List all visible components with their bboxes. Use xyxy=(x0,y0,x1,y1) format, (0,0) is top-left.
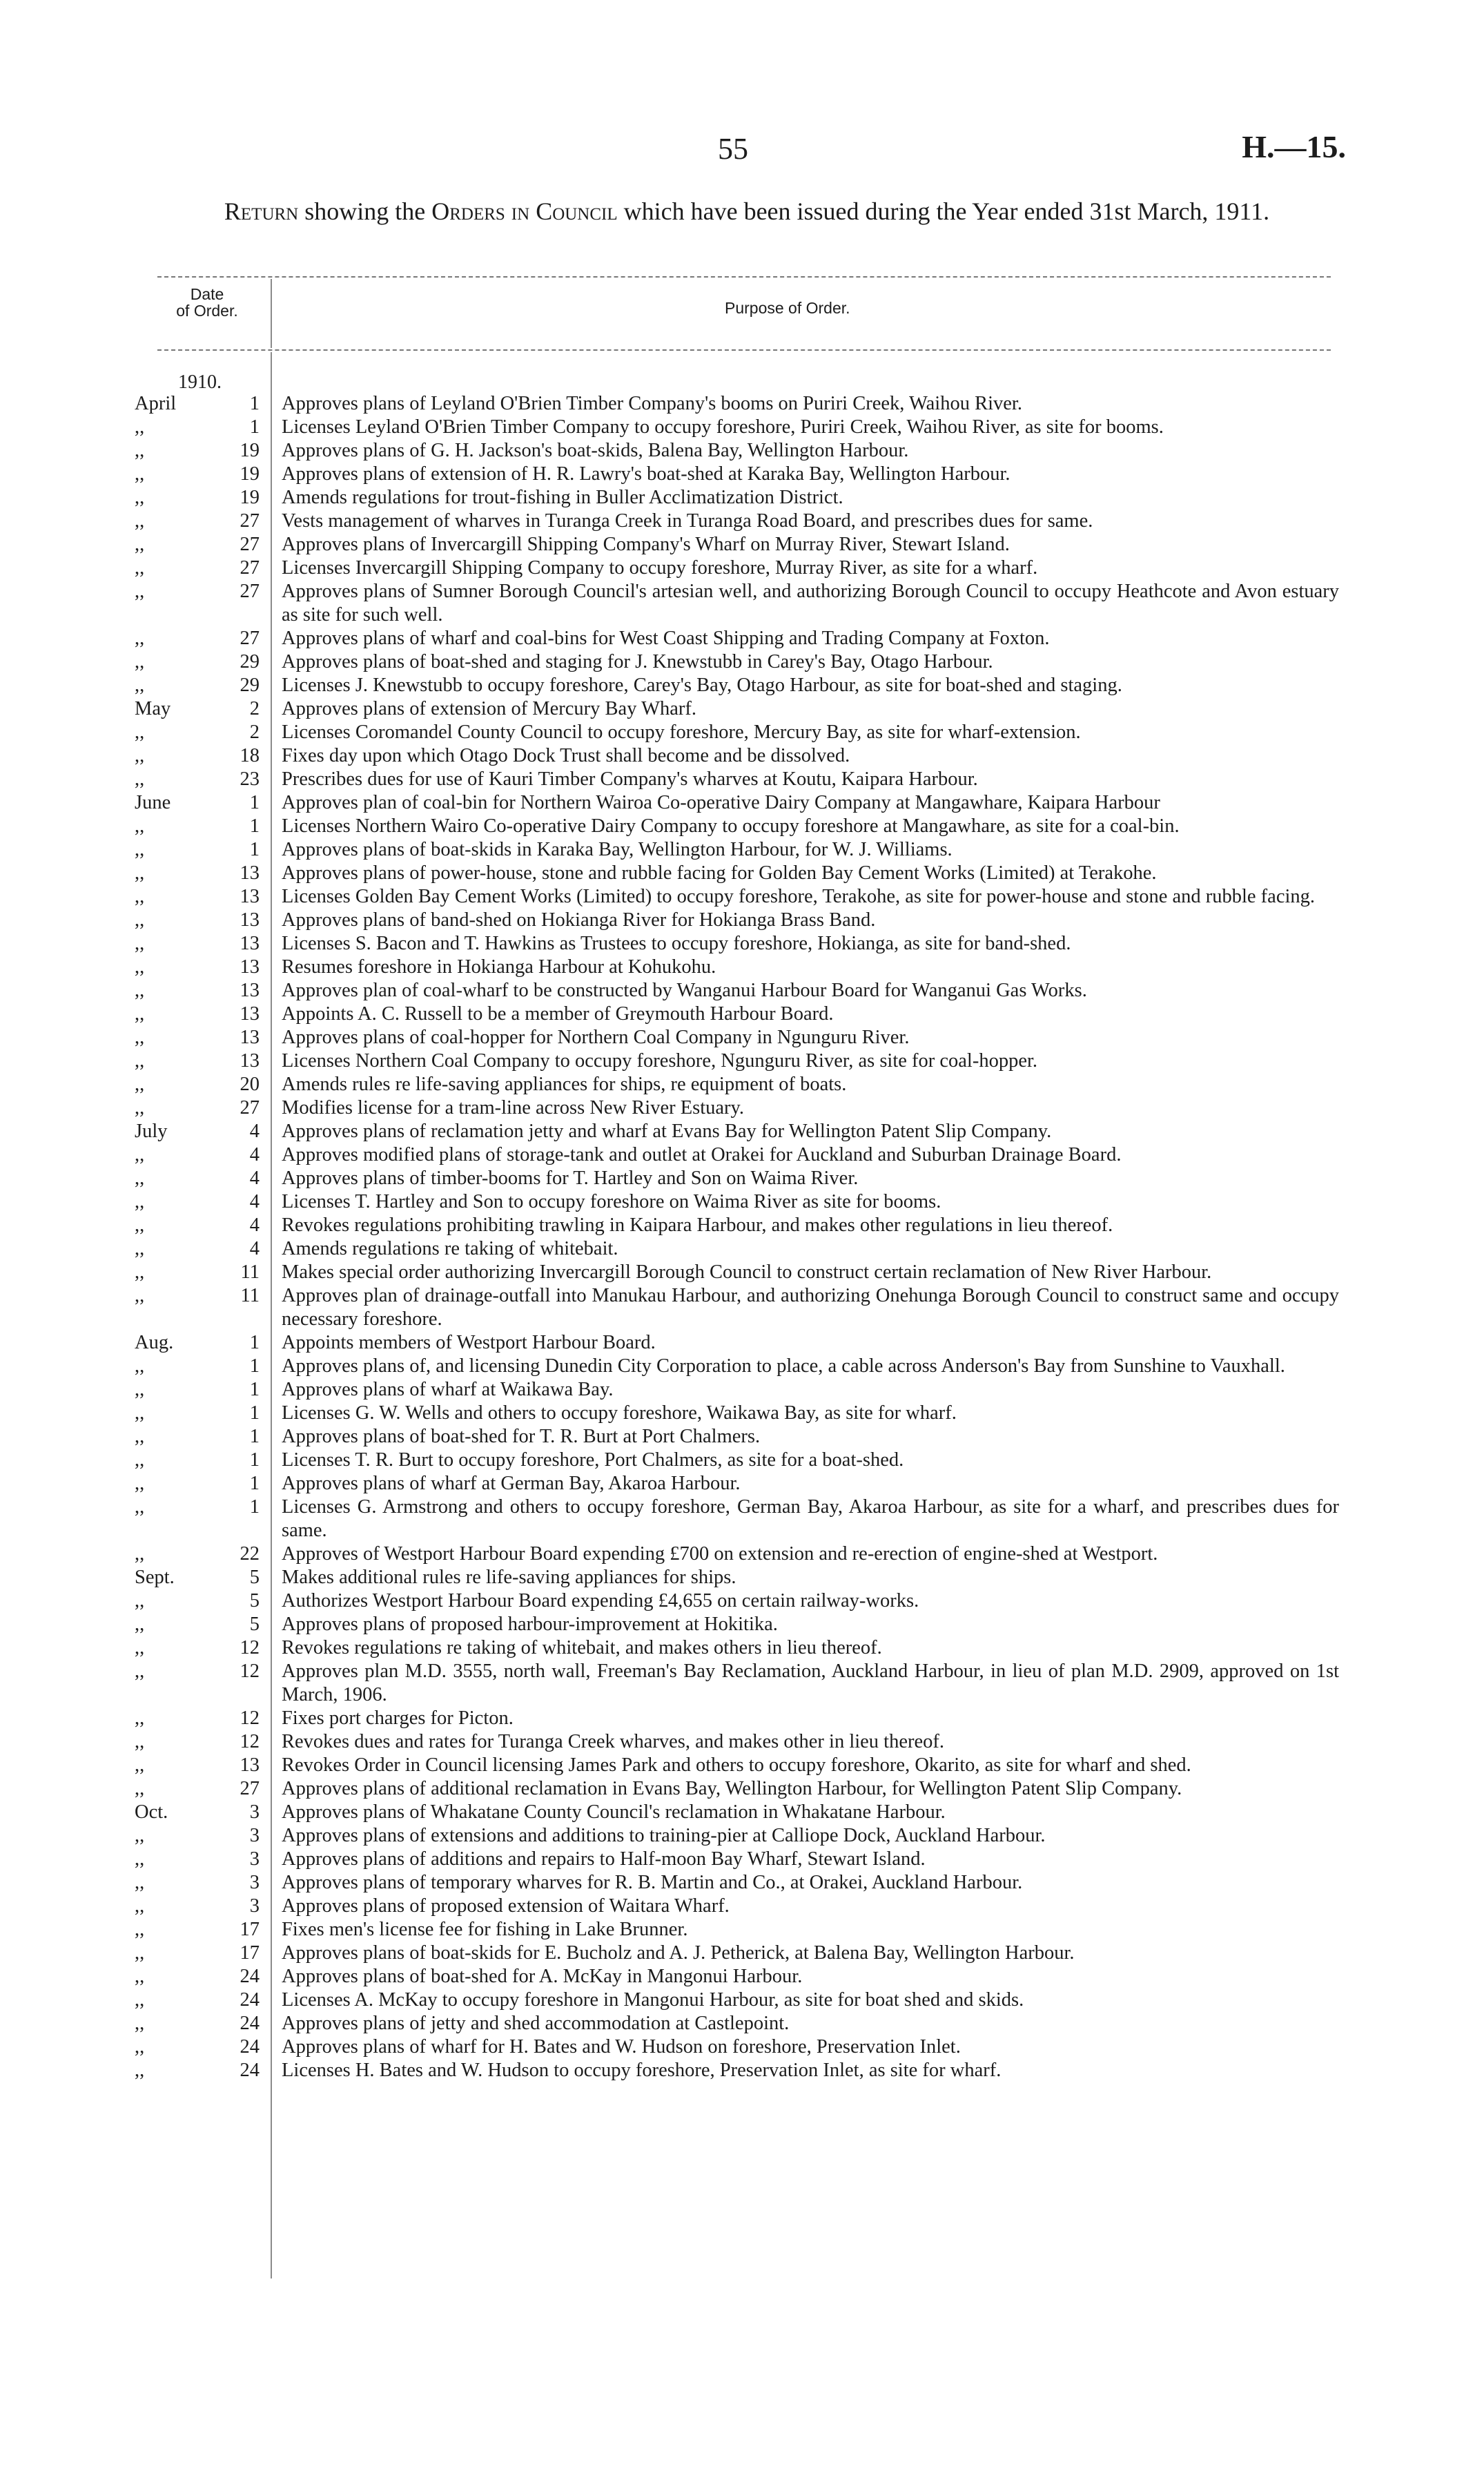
order-purpose: Revokes dues and rates for Turanga Creek wharves, and makes other in lieu thereof. xyxy=(282,1731,945,1752)
order-month: ,, xyxy=(135,933,145,954)
table-row xyxy=(0,1237,1484,1261)
order-purpose: Licenses G. W. Wells and others to occupy foreshore, Waikawa Bay, as site for wharf. xyxy=(282,1402,957,1424)
order-purpose: Approves plans of temporary wharves for R. B. Martin and Co., at Orakei, Auckland Harbour. xyxy=(282,1872,1023,1893)
order-purpose: Vests management of wharves in Turanga Creek in Turanga Road Board, and prescribes dues for same. xyxy=(282,510,1093,532)
order-day: 1 xyxy=(249,1355,260,1377)
table-row xyxy=(0,1918,1484,1942)
order-month: ,, xyxy=(135,1379,145,1400)
order-day: 3 xyxy=(249,1872,260,1893)
order-day: 4 xyxy=(249,1168,260,1189)
order-month: April xyxy=(135,393,177,414)
order-purpose: Licenses Northern Wairo Co-operative Dairy Company to occupy foreshore at Mangawhare, as site for a coal-bin. xyxy=(282,815,1180,837)
order-month: ,, xyxy=(135,1168,145,1189)
order-month: ,, xyxy=(135,722,145,743)
order-purpose: Licenses Invercargill Shipping Company to occupy foreshore, Murray River, as site for a wharf. xyxy=(282,557,1038,579)
table-row xyxy=(0,1754,1484,1777)
table-row xyxy=(0,862,1484,885)
order-purpose: Licenses Leyland O'Brien Timber Company to occupy foreshore, Puriri Creek, Waihou River, as site for booms. xyxy=(282,416,1164,438)
order-day: 2 xyxy=(249,722,260,743)
table-row xyxy=(0,1073,1484,1096)
order-day: 3 xyxy=(249,1895,260,1917)
order-month: ,, xyxy=(135,1778,145,1799)
order-day: 27 xyxy=(240,510,260,532)
order-purpose: Revokes regulations re taking of whitebait, and makes others in lieu thereof. xyxy=(282,1637,882,1658)
order-day: 13 xyxy=(240,933,260,954)
order-day: 1 xyxy=(249,815,260,837)
table-row xyxy=(0,1542,1484,1566)
order-month: ,, xyxy=(135,2060,145,2081)
order-purpose: Appoints A. C. Russell to be a member of Greymouth Harbour Board. xyxy=(282,1003,834,1025)
table-row xyxy=(0,1496,1484,1542)
order-purpose: Prescribes dues for use of Kauri Timber Company's wharves at Koutu, Kaipara Harbour. xyxy=(282,768,978,790)
order-day: 1 xyxy=(249,839,260,860)
table-row xyxy=(0,1801,1484,1824)
order-purpose: Licenses S. Bacon and T. Hawkins as Trustees to occupy foreshore, Hokianga, as site for band-shed. xyxy=(282,933,1071,954)
table-row xyxy=(0,1965,1484,1988)
table-row xyxy=(0,2035,1484,2059)
order-day: 24 xyxy=(240,2036,260,2058)
order-month: ,, xyxy=(135,416,145,438)
table-row xyxy=(0,909,1484,932)
order-purpose: Approves plans of band-shed on Hokianga River for Hokianga Brass Band. xyxy=(282,909,876,931)
order-month: ,, xyxy=(135,1285,145,1306)
order-day: 27 xyxy=(240,1778,260,1799)
page-title xyxy=(146,197,1347,226)
order-day: 13 xyxy=(240,862,260,884)
table-row xyxy=(0,1402,1484,1425)
order-month: ,, xyxy=(135,1191,145,1212)
order-purpose: Approves plans of Leyland O'Brien Timber Company's booms on Puriri Creek, Waihou River. xyxy=(282,393,1022,414)
table-row xyxy=(0,1660,1484,1707)
order-day: 13 xyxy=(240,1003,260,1025)
table-row xyxy=(0,768,1484,791)
table-row xyxy=(0,1824,1484,1848)
order-purpose: Approves plan of drainage-outfall into Manukau Harbour, and authorizing Onehunga Borough Council to construct same and occupy necessary foreshore. xyxy=(282,1285,1339,1330)
order-purpose: Resumes foreshore in Hokianga Harbour at Kohukohu. xyxy=(282,956,716,978)
table-row xyxy=(0,885,1484,909)
table-row xyxy=(0,1331,1484,1355)
order-purpose: Revokes Order in Council licensing James Park and others to occupy foreshore, Okarito, as site for wharf and shed. xyxy=(282,1754,1191,1776)
order-purpose: Licenses G. Armstrong and others to occupy foreshore, German Bay, Akaroa Harbour, as site for a wharf, and prescribes dues for same. xyxy=(282,1496,1339,1541)
order-month: ,, xyxy=(135,815,145,837)
order-day: 23 xyxy=(240,768,260,790)
table-row xyxy=(0,1871,1484,1895)
table-row xyxy=(0,1988,1484,2012)
order-month: ,, xyxy=(135,1003,145,1025)
order-day: 4 xyxy=(249,1191,260,1212)
order-day: 11 xyxy=(240,1261,260,1283)
table-row xyxy=(0,1636,1484,1660)
title-text-1: showing the xyxy=(298,197,432,225)
order-purpose: Approves plans of additional reclamation in Evans Bay, Wellington Harbour, for Wellington Patent Slip Company. xyxy=(282,1778,1182,1799)
table-row xyxy=(0,791,1484,815)
order-purpose: Approves plans of wharf for H. Bates and W. Hudson on foreshore, Preservation Inlet. xyxy=(282,2036,961,2058)
order-month: Sept. xyxy=(135,1567,175,1588)
order-purpose: Fixes men's license fee for fishing in Lake Brunner. xyxy=(282,1919,688,1940)
order-month: ,, xyxy=(135,581,145,602)
year-label: 1910. xyxy=(178,371,222,393)
order-day: 24 xyxy=(240,2013,260,2034)
order-month: ,, xyxy=(135,1050,145,1072)
order-purpose: Makes special order authorizing Invercargill Borough Council to construct certain reclamation of New River Harbour. xyxy=(282,1261,1212,1283)
order-day: 12 xyxy=(240,1731,260,1752)
order-day: 13 xyxy=(240,1050,260,1072)
order-day: 27 xyxy=(240,628,260,649)
table-row xyxy=(0,1167,1484,1190)
order-day: 4 xyxy=(249,1238,260,1259)
order-purpose: Approves plans of coal-hopper for Northern Coal Company in Ngunguru River. xyxy=(282,1027,910,1048)
title-orders: Orders in Council xyxy=(431,197,618,225)
table-row xyxy=(0,744,1484,768)
order-month: ,, xyxy=(135,1731,145,1752)
column-header-date-line1: Date xyxy=(190,285,224,303)
order-month: ,, xyxy=(135,510,145,532)
order-day: 3 xyxy=(249,1825,260,1846)
order-day: 24 xyxy=(240,1966,260,1987)
order-day: 4 xyxy=(249,1121,260,1142)
order-day: 13 xyxy=(240,980,260,1001)
table-row xyxy=(0,956,1484,979)
order-purpose: Modifies license for a tram-line across New River Estuary. xyxy=(282,1097,745,1119)
order-day: 19 xyxy=(240,440,260,461)
order-purpose: Makes additional rules re life-saving appliances for ships. xyxy=(282,1567,736,1588)
order-purpose: Licenses H. Bates and W. Hudson to occupy foreshore, Preservation Inlet, as site for wharf. xyxy=(282,2060,1002,2081)
order-purpose: Approves plans of proposed extension of Waitara Wharf. xyxy=(282,1895,730,1917)
order-day: 27 xyxy=(240,534,260,555)
order-day: 5 xyxy=(249,1590,260,1612)
order-purpose: Licenses T. Hartley and Son to occupy foreshore on Waima River as site for booms. xyxy=(282,1191,941,1212)
order-month: Aug. xyxy=(135,1332,174,1353)
table-row xyxy=(0,1425,1484,1449)
order-purpose: Appoints members of Westport Harbour Board. xyxy=(282,1332,656,1353)
order-purpose: Amends regulations for trout-fishing in Buller Acclimatization District. xyxy=(282,487,843,508)
order-purpose: Approves plan of coal-bin for Northern Wairoa Co-operative Dairy Company at Mangawhare, Kaipara Harbour xyxy=(282,792,1160,813)
order-month: ,, xyxy=(135,1966,145,1987)
table-row xyxy=(0,1049,1484,1073)
order-purpose: Approves plans of power-house, stone and rubble facing for Golden Bay Cement Works (Limited) at Terakohe. xyxy=(282,862,1157,884)
order-purpose: Licenses T. R. Burt to occupy foreshore, Port Chalmers, as site for a boat-shed. xyxy=(282,1449,904,1471)
order-day: 1 xyxy=(249,1449,260,1471)
table-row xyxy=(0,2012,1484,2035)
order-month: ,, xyxy=(135,1590,145,1612)
order-purpose: Licenses Golden Bay Cement Works (Limited) to occupy foreshore, Terakohe, as site for power-house and stone and rubble facing. xyxy=(282,886,1316,907)
order-purpose: Approves modified plans of storage-tank and outlet at Orakei for Auckland and Suburban Drainage Board. xyxy=(282,1144,1122,1165)
order-purpose: Approves plan M.D. 3555, north wall, Freeman's Bay Reclamation, Auckland Harbour, in lieu of plan M.D. 2909, approved on 1st March, 1906. xyxy=(282,1661,1339,1705)
order-month: ,, xyxy=(135,1027,145,1048)
order-purpose: Approves plans of wharf and coal-bins for West Coast Shipping and Trading Company at Foxton. xyxy=(282,628,1050,649)
order-purpose: Approves plans of boat-skids for E. Bucholz and A. J. Petherick, at Balena Bay, Wellington Harbour. xyxy=(282,1942,1075,1964)
order-day: 1 xyxy=(249,792,260,813)
order-day: 29 xyxy=(240,675,260,696)
order-month: ,, xyxy=(135,1989,145,2011)
order-purpose: Licenses A. McKay to occupy foreshore in Mangonui Harbour, as site for boat shed and skids. xyxy=(282,1989,1024,2011)
table-row xyxy=(0,1449,1484,1472)
order-day: 1 xyxy=(249,1379,260,1400)
order-month: ,, xyxy=(135,1614,145,1635)
order-month: ,, xyxy=(135,1496,145,1518)
order-purpose: Approves plans of boat-skids in Karaka Bay, Wellington Harbour, for W. J. Williams. xyxy=(282,839,953,860)
order-month: ,, xyxy=(135,1261,145,1283)
order-day: 29 xyxy=(240,651,260,672)
order-purpose: Approves plans of Invercargill Shipping Company's Wharf on Murray River, Stewart Island. xyxy=(282,534,1010,555)
order-month: ,, xyxy=(135,487,145,508)
order-day: 4 xyxy=(249,1215,260,1236)
order-purpose: Revokes regulations prohibiting trawling in Kaipara Harbour, and makes other regulations in lieu thereof. xyxy=(282,1215,1113,1236)
order-day: 12 xyxy=(240,1661,260,1682)
order-month: Oct. xyxy=(135,1801,168,1823)
order-day: 1 xyxy=(249,1332,260,1353)
table-row xyxy=(0,463,1484,486)
order-purpose: Approves plans of jetty and shed accommodation at Castlepoint. xyxy=(282,2013,790,2034)
order-purpose: Approves plans of boat-shed and staging for J. Knewstubb in Carey's Bay, Otago Harbour. xyxy=(282,651,993,672)
table-row xyxy=(0,2059,1484,2082)
order-month: June xyxy=(135,792,171,813)
table-row xyxy=(0,1026,1484,1049)
order-month: ,, xyxy=(135,1215,145,1236)
order-purpose: Approves plans of extensions and additions to training-pier at Calliope Dock, Auckland Harbour. xyxy=(282,1825,1046,1846)
table-row xyxy=(0,580,1484,627)
order-month: May xyxy=(135,698,171,719)
order-day: 13 xyxy=(240,1027,260,1048)
order-day: 13 xyxy=(240,956,260,978)
order-month: ,, xyxy=(135,557,145,579)
order-month: ,, xyxy=(135,886,145,907)
document-code: H.—15. xyxy=(1242,129,1346,164)
table-row xyxy=(0,815,1484,838)
table-row xyxy=(0,1120,1484,1143)
order-month: ,, xyxy=(135,862,145,884)
order-purpose: Licenses Coromandel County Council to occupy foreshore, Mercury Bay, as site for wharf-extension. xyxy=(282,722,1081,743)
order-purpose: Approves of Westport Harbour Board expending £700 on extension and re-erection of engine-shed at Westport. xyxy=(282,1543,1158,1565)
table-row xyxy=(0,721,1484,744)
order-day: 20 xyxy=(240,1074,260,1095)
order-month: ,, xyxy=(135,1919,145,1940)
order-month: ,, xyxy=(135,839,145,860)
order-month: ,, xyxy=(135,628,145,649)
order-month: ,, xyxy=(135,1661,145,1682)
order-day: 11 xyxy=(240,1285,260,1306)
order-month: ,, xyxy=(135,2013,145,2034)
order-month: ,, xyxy=(135,1426,145,1447)
order-month: ,, xyxy=(135,1355,145,1377)
table-row xyxy=(0,1261,1484,1284)
order-day: 1 xyxy=(249,1426,260,1447)
order-day: 3 xyxy=(249,1801,260,1823)
title-return: Return xyxy=(224,197,299,225)
order-day: 13 xyxy=(240,909,260,931)
table-row xyxy=(0,533,1484,557)
order-day: 3 xyxy=(249,1848,260,1870)
table-row xyxy=(0,1214,1484,1237)
order-purpose: Approves plans of wharf at German Bay, Akaroa Harbour. xyxy=(282,1473,741,1494)
table-row xyxy=(0,1566,1484,1589)
header-bottom-rule xyxy=(157,349,1331,351)
table-row xyxy=(0,1613,1484,1636)
order-day: 24 xyxy=(240,1989,260,2011)
order-day: 18 xyxy=(240,745,260,766)
order-day: 19 xyxy=(240,487,260,508)
table-row xyxy=(0,1143,1484,1167)
order-month: ,, xyxy=(135,1449,145,1471)
order-purpose: Approves plans of G. H. Jackson's boat-skids, Balena Bay, Wellington Harbour. xyxy=(282,440,909,461)
order-purpose: Approves plans of boat-shed for T. R. Burt at Port Chalmers. xyxy=(282,1426,761,1447)
order-day: 1 xyxy=(249,1402,260,1424)
page-number: 55 xyxy=(718,132,748,166)
table-row xyxy=(0,416,1484,439)
order-month: ,, xyxy=(135,1074,145,1095)
order-purpose: Authorizes Westport Harbour Board expending £4,655 on certain railway-works. xyxy=(282,1590,919,1612)
order-purpose: Approves plans of Sumner Borough Council's artesian well, and authorizing Borough Council to occupy Heathcote and Avon estuary as site for such well. xyxy=(282,581,1339,626)
order-month: ,, xyxy=(135,1238,145,1259)
order-purpose: Approves plans of reclamation jetty and wharf at Evans Bay for Wellington Patent Slip Company. xyxy=(282,1121,1052,1142)
table-row xyxy=(0,1378,1484,1402)
order-purpose: Approves plans of, and licensing Dunedin City Corporation to place, a cable across Anderson's Bay from Sunshine to Vauxhall. xyxy=(282,1355,1285,1377)
table-row xyxy=(0,697,1484,721)
order-day: 13 xyxy=(240,886,260,907)
order-month: July xyxy=(135,1121,168,1142)
order-month: ,, xyxy=(135,745,145,766)
order-day: 17 xyxy=(240,1919,260,1940)
order-purpose: Approves plans of timber-booms for T. Hartley and Son on Waima River. xyxy=(282,1168,859,1189)
table-row xyxy=(0,1284,1484,1331)
table-row xyxy=(0,838,1484,862)
table-row xyxy=(0,510,1484,533)
table-row xyxy=(0,557,1484,580)
order-day: 12 xyxy=(240,1707,260,1729)
table-row xyxy=(0,1472,1484,1496)
orders-table-body xyxy=(0,392,1484,2082)
order-purpose: Approves plans of boat-shed for A. McKay in Mangonui Harbour. xyxy=(282,1966,803,1987)
order-month: ,, xyxy=(135,651,145,672)
table-row xyxy=(0,1942,1484,1965)
order-purpose: Approves plans of proposed harbour-improvement at Hokitika. xyxy=(282,1614,778,1635)
order-month: ,, xyxy=(135,1473,145,1494)
order-day: 5 xyxy=(249,1614,260,1635)
order-month: ,, xyxy=(135,1707,145,1729)
table-row xyxy=(0,1355,1484,1378)
order-purpose: Approves plans of extension of H. R. Lawry's boat-shed at Karaka Bay, Wellington Harbour. xyxy=(282,463,1011,485)
order-month: ,, xyxy=(135,980,145,1001)
table-row xyxy=(0,1003,1484,1026)
column-header-purpose: Purpose of Order. xyxy=(725,299,850,317)
order-day: 12 xyxy=(240,1637,260,1658)
order-month: ,, xyxy=(135,1754,145,1776)
table-row xyxy=(0,674,1484,697)
order-month: ,, xyxy=(135,675,145,696)
order-purpose: Approves plans of wharf at Waikawa Bay. xyxy=(282,1379,614,1400)
order-day: 19 xyxy=(240,463,260,485)
column-header-date-line2: of Order. xyxy=(176,302,238,320)
order-day: 1 xyxy=(249,416,260,438)
order-day: 5 xyxy=(249,1567,260,1588)
table-row xyxy=(0,1589,1484,1613)
order-day: 1 xyxy=(249,393,260,414)
table-row xyxy=(0,1707,1484,1730)
order-day: 17 xyxy=(240,1942,260,1964)
order-month: ,, xyxy=(135,1144,145,1165)
order-purpose: Approves plans of additions and repairs to Half-moon Bay Wharf, Stewart Island. xyxy=(282,1848,926,1870)
order-purpose: Approves plan of coal-wharf to be constructed by Wanganui Harbour Board for Wanganui Gas Works. xyxy=(282,980,1087,1001)
table-row xyxy=(0,1730,1484,1754)
table-row xyxy=(0,979,1484,1003)
order-purpose: Licenses J. Knewstubb to occupy foreshore, Carey's Bay, Otago Harbour, as site for boat-shed and staging. xyxy=(282,675,1122,696)
order-month: ,, xyxy=(135,1097,145,1119)
column-header-date xyxy=(159,286,255,319)
order-month: ,, xyxy=(135,1402,145,1424)
order-day: 1 xyxy=(249,1496,260,1518)
table-row xyxy=(0,1895,1484,1918)
order-day: 24 xyxy=(240,2060,260,2081)
order-month: ,, xyxy=(135,1848,145,1870)
header-top-rule xyxy=(157,276,1331,278)
table-row xyxy=(0,932,1484,956)
title-text-2: which have been issued during the Year ended 31st March, 1911. xyxy=(617,197,1270,225)
order-month: ,, xyxy=(135,1872,145,1893)
table-row xyxy=(0,1096,1484,1120)
table-row xyxy=(0,486,1484,510)
order-month: ,, xyxy=(135,1942,145,1964)
order-purpose: Fixes port charges for Picton. xyxy=(282,1707,514,1729)
order-month: ,, xyxy=(135,2036,145,2058)
order-month: ,, xyxy=(135,956,145,978)
order-purpose: Fixes day upon which Otago Dock Trust shall become and be dissolved. xyxy=(282,745,850,766)
order-purpose: Licenses Northern Coal Company to occupy foreshore, Ngunguru River, as site for coal-hopper. xyxy=(282,1050,1038,1072)
order-month: ,, xyxy=(135,463,145,485)
table-row xyxy=(0,650,1484,674)
order-purpose: Approves plans of Whakatane County Council's reclamation in Whakatane Harbour. xyxy=(282,1801,946,1823)
order-month: ,, xyxy=(135,1825,145,1846)
order-purpose: Amends rules re life-saving appliances for ships, re equipment of boats. xyxy=(282,1074,847,1095)
order-month: ,, xyxy=(135,440,145,461)
table-row xyxy=(0,627,1484,650)
table-row xyxy=(0,392,1484,416)
order-day: 1 xyxy=(249,1473,260,1494)
order-day: 2 xyxy=(249,698,260,719)
order-month: ,, xyxy=(135,1895,145,1917)
order-day: 13 xyxy=(240,1754,260,1776)
header-column-divider xyxy=(271,279,272,348)
order-day: 27 xyxy=(240,581,260,602)
order-purpose: Amends regulations re taking of whitebait. xyxy=(282,1238,618,1259)
order-month: ,, xyxy=(135,1543,145,1565)
order-month: ,, xyxy=(135,909,145,931)
table-row xyxy=(0,1848,1484,1871)
order-day: 27 xyxy=(240,557,260,579)
table-row xyxy=(0,1190,1484,1214)
order-month: ,, xyxy=(135,534,145,555)
order-day: 27 xyxy=(240,1097,260,1119)
order-month: ,, xyxy=(135,1637,145,1658)
order-day: 4 xyxy=(249,1144,260,1165)
order-day: 22 xyxy=(240,1543,260,1565)
order-month: ,, xyxy=(135,768,145,790)
order-purpose: Approves plans of extension of Mercury Bay Wharf. xyxy=(282,698,696,719)
table-row xyxy=(0,1777,1484,1801)
table-row xyxy=(0,439,1484,463)
